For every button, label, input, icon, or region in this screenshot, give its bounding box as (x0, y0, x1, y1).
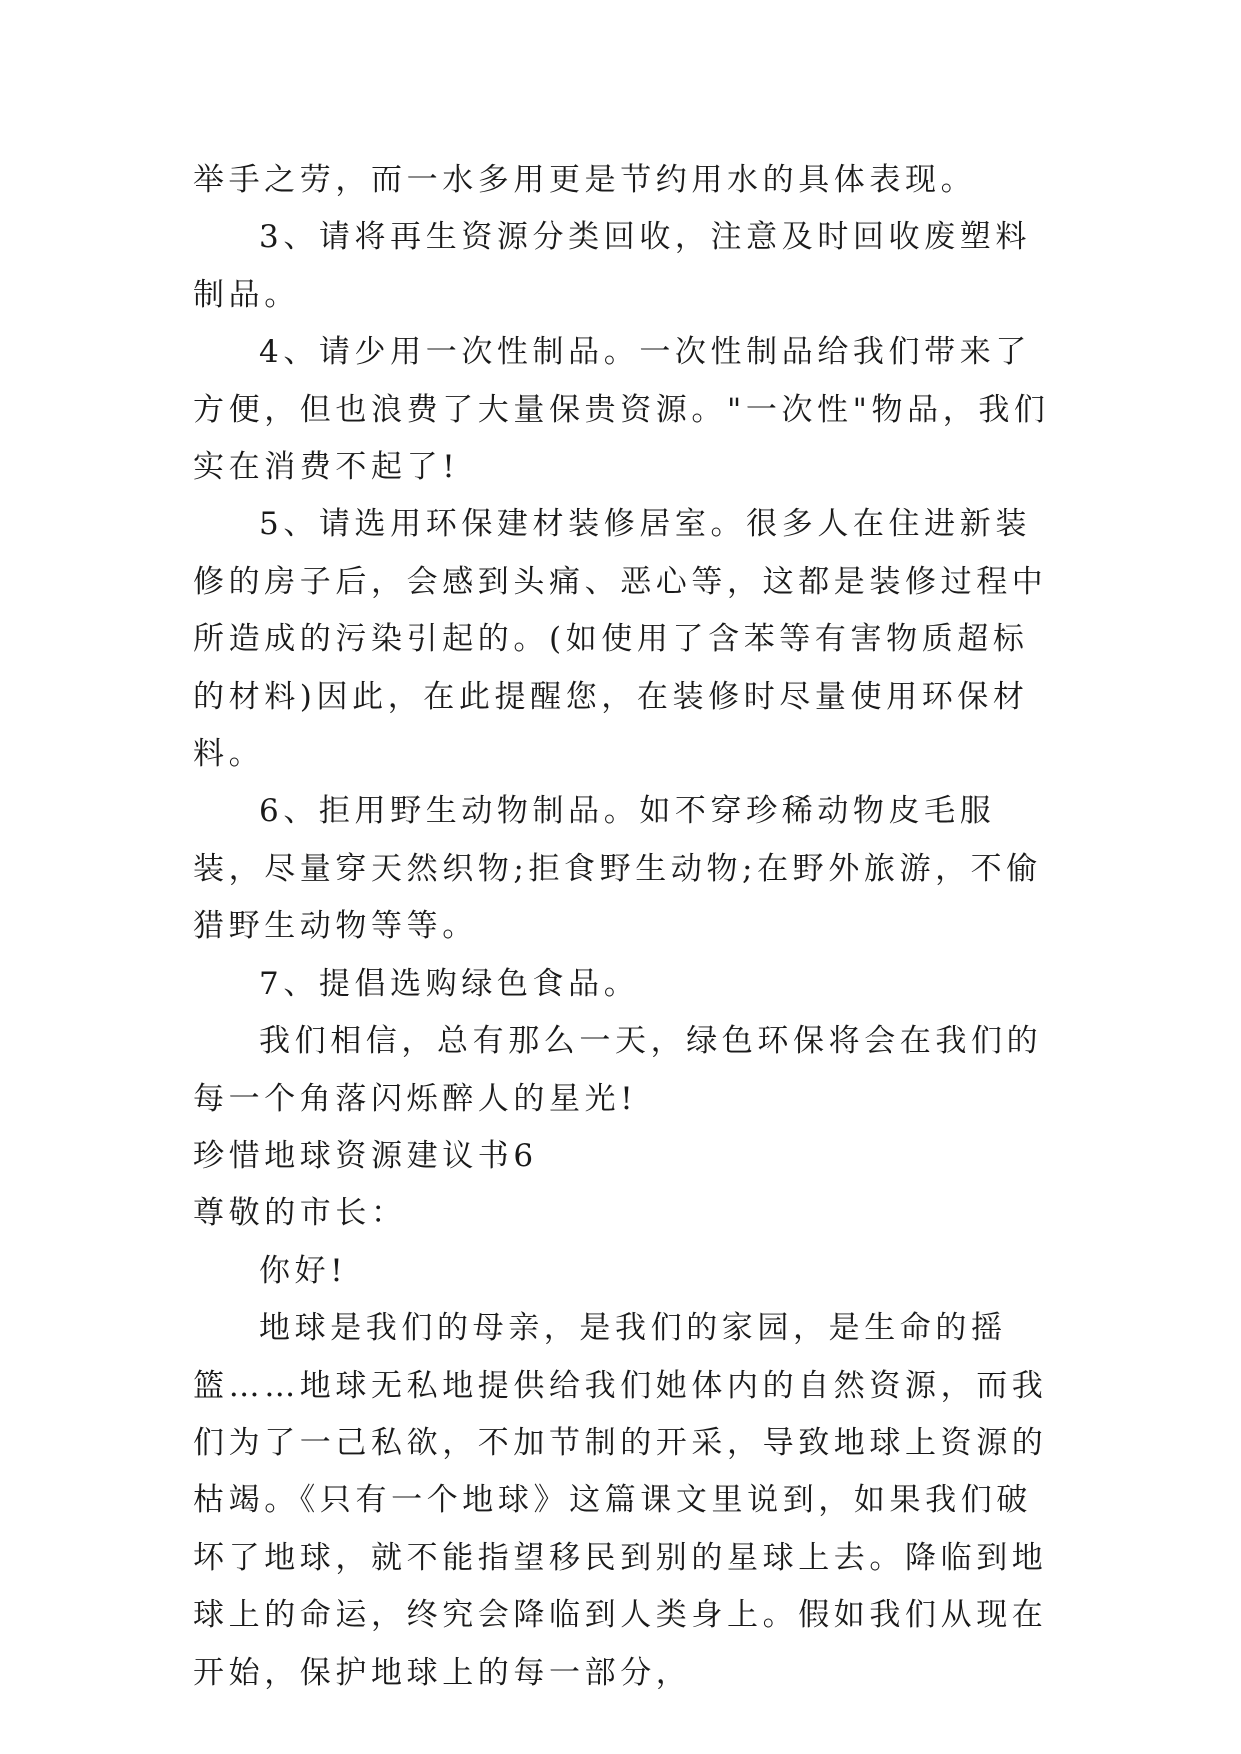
paragraph-item-6: 6、拒用野生动物制品。如不穿珍稀动物皮毛服装，尽量穿天然织物;拒食野生动物;在野外旅游，不偷猎野生动物等等。 (193, 793, 1042, 945)
greeting: 你好! (259, 1252, 348, 1289)
paragraph-item-4: 4、请少用一次性制品。一次性制品给我们带来了方便，但也浪费了大量保贵资源。"一次性"物品，我们实在消费不起了! (193, 334, 1050, 486)
document-body (193, 152, 1063, 1702)
section-title: 珍惜地球资源建议书6 (193, 1137, 538, 1174)
paragraph-item-5: 5、请选用环保建材装修居室。很多人在住进新装修的房子后，会感到头痛、恶心等，这都是装修过程中所造成的污染引起的。(如使用了含苯等有害物质超标的材料)因此，在此提醒您，在装修时尽量使用环保材料。 (193, 506, 1048, 773)
salutation: 尊敬的市长： (193, 1195, 407, 1232)
paragraph-conclusion: 我们相信，总有那么一天，绿色环保将会在我们的每一个角落闪烁醉人的星光! (193, 1023, 1043, 1117)
paragraph-body: 地球是我们的母亲，是我们的家园，是生命的摇篮……地球无私地提供给我们她体内的自然资源，而我们为了一己私欲，不加节制的开采，导致地球上资源的枯竭。《只有一个地球》这篇课文里说到，如果我们破坏了地球，就不能指望移民到别的星球上去。降临到地球上的命运，终究会降临到人类身上。假如我们从现在开始，保护地球上的每一部分， (193, 1310, 1048, 1691)
paragraph-continuation: 举手之劳，而一水多用更是节约用水的具体表现。 (193, 162, 977, 198)
paragraph-item-7: 7、提倡选购绿色食品。 (259, 965, 640, 1002)
paragraph-item-3: 3、请将再生资源分类回收，注意及时回收废塑料制品。 (193, 219, 1031, 313)
